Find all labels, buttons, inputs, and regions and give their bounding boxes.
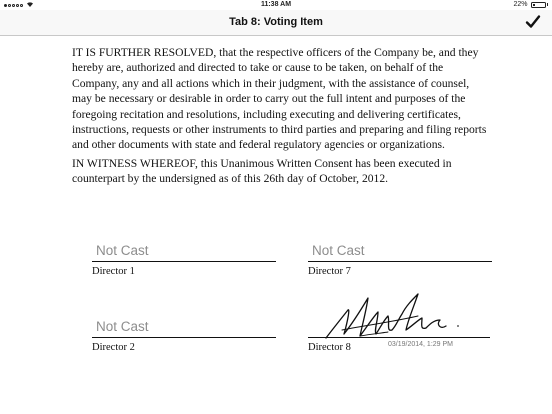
resolution-paragraph: IT IS FURTHER RESOLVED, that the respective officers of the Company be, and they hereby are, authorized and directed to take or cause to be taken, on behalf of the Company, any and all actions which in their judgment, with the assistance of counsel, may be necessary or desirable in order to carry out the full intent and purposes of the foregoing recitation and resolutions, including executing and delivering certificates, instructions, requests or other instruments to third parties and preparing and filing reports and other documents with state and federal regulatory agencies or organizations.	[72, 46, 487, 152]
signature-status: Not Cast	[96, 319, 149, 334]
done-button[interactable]	[524, 13, 542, 31]
signature-field-director-1[interactable]	[92, 241, 276, 262]
battery-percent: 22%	[513, 1, 528, 8]
signature-field-director-8[interactable]	[308, 317, 490, 338]
handwritten-signature	[322, 290, 472, 342]
signature-field-director-2[interactable]	[92, 317, 276, 338]
witness-paragraph: IN WITNESS WHEREOF, this Unanimous Written Consent has been executed in counterpart by the undersigned as of this 26th day of October, 2012.	[72, 157, 452, 186]
signature-status: Not Cast	[312, 243, 365, 258]
signature-label: Director 2	[92, 342, 135, 353]
navigation-bar	[0, 10, 552, 36]
signature-field-director-7[interactable]	[308, 241, 492, 262]
signature-status: Not Cast	[96, 243, 149, 258]
status-bar	[0, 0, 552, 10]
signature-label: Director 7	[308, 266, 351, 277]
signature-timestamp: 03/19/2014, 1:29 PM	[388, 341, 453, 348]
page-title: Tab 8: Voting Item	[229, 16, 323, 28]
document-page	[0, 36, 552, 414]
checkmark-icon	[524, 13, 542, 31]
signature-label: Director 8	[308, 342, 351, 353]
battery-icon	[531, 2, 546, 8]
status-time: 11:38 AM	[260, 1, 292, 8]
battery-indicator	[513, 1, 548, 8]
signature-label: Director 1	[92, 266, 135, 277]
